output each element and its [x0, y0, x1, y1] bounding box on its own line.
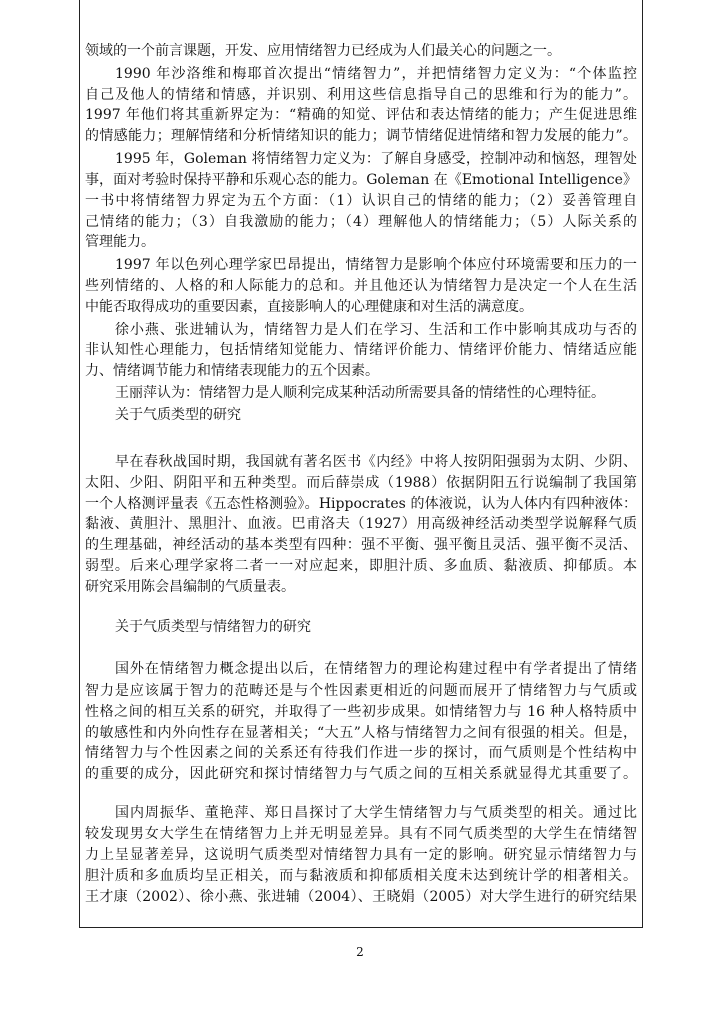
text-line: 1997 年以色列心理学家巴昂提出，情绪智力是影响个体应付环境需要和压力的一: [115, 257, 637, 274]
section-heading: 关于气质类型的研究: [115, 406, 241, 423]
text-line: 的情感能力；理解情绪和分析情绪知识的能力；调节情绪促进情绪和智力发展的能力”。: [85, 128, 637, 145]
text-line: 徐小燕、张进辅认为，情绪智力是人们在学习、生活和工作中影响其成功与否的: [115, 321, 637, 338]
text-line: 的生理基础，神经活动的基本类型有四种：强不平衡、强平衡且灵活、强平衡不灵活、: [85, 537, 637, 554]
text-line: 太阳、少阳、阴阳平和五种类型。而后薛崇成（1988）依据阴阳五行说编制了我国第: [85, 474, 637, 491]
text-line: 王才康（2002）、徐小燕、张进辅（2004）、王晓娟（2005）对大学生进行的研究结果: [85, 889, 637, 905]
text-line: 一个人格测评量表《五态性格测验》。Hippocrates 的体液说，认为人体内有四种液体：: [85, 495, 637, 512]
text-line: 智力是应该属于智力的范畴还是与个性因素更相近的问题而展开了情绪智力与气质或: [85, 682, 637, 699]
text-line: 国外在情绪智力概念提出以后，在情绪智力的理论构建过程中有学者提出了情绪: [115, 660, 637, 677]
section-heading: 关于气质类型与情绪智力的研究: [115, 619, 311, 636]
text-line: 1997 年他们将其重新界定为：“精确的知觉、评估和表达情绪的能力；产生促进思维: [85, 107, 637, 124]
text-line: 自己及他人的情绪和情感，并识别、利用这些信息指导自己的思维和行为的能力”。: [85, 86, 637, 103]
text-line: 力上呈显著差异，这说明气质类型对情绪智力具有一定的影响。研究显示情绪智力与: [85, 847, 637, 864]
page-number: 2: [356, 945, 364, 959]
text-line: 情绪智力与个性因素之间的关系还有待我们作进一步的探讨，而气质则是个性结构中: [85, 745, 637, 762]
text-line: 较发现男女大学生在情绪智力上并无明显差异。具有不同气质类型的大学生在情绪智: [85, 826, 637, 843]
text-line: 己情绪的能力；（3）自我激励的能力；（4）理解他人的情绪能力；（5）人际关系的: [85, 213, 637, 230]
text-line: 早在春秋战国时期，我国就有著名医书《内经》中将人按阴阳强弱为太阴、少阴、: [115, 453, 637, 470]
text-line: 的重要的成分，因此研究和探讨情绪智力与气质之间的互相关系就显得尤其重要了。: [85, 766, 637, 783]
text-line: 黏液、黄胆汁、黑胆汁、血液。巴甫洛夫（1927）用高级神经活动类型学说解释气质: [85, 516, 637, 533]
text-line: 性格之间的相互关系的研究，并取得了一些初步成果。如情绪智力与 16 种人格特质中: [85, 703, 637, 720]
text-line: 非认知性心理能力，包括情绪知觉能力、情绪评价能力、情绪评价能力、情绪适应能: [85, 342, 637, 359]
text-line: 些列情绪的、人格的和人际能力的总和。并且他还认为情绪智力是决定一个人在生活: [85, 278, 637, 294]
text-line: 国内周振华、董艳萍、郑日昌探讨了大学生情绪智力与气质类型的相关。通过比: [115, 805, 637, 822]
text-line: 弱型。后来心理学家将二者一一对应起来，即胆汁质、多血质、黏液质、抑郁质。本: [85, 558, 637, 575]
text-line: 一书中将情绪智力界定为五个方面：（1）认识自己的情绪的能力；（2）妥善管理自: [85, 192, 637, 209]
text-line: 中能否取得成功的重要因素，直接影响人的心理健康和对生活的满意度。: [85, 298, 533, 315]
text-line: 王丽萍认为：情绪智力是人顺利完成某种活动所需要具备的情绪性的心理特征。: [115, 385, 605, 402]
text-line: 1990 年沙洛维和梅耶首次提出“情绪智力”，并把情绪智力定义为：“个体监控: [115, 65, 637, 82]
text-line: 胆汁质和多血质均呈正相关，而与黏液质和抑郁质相关度未达到统计学的相著相关。: [85, 868, 637, 885]
text-line: 1995 年，Goleman 将情绪智力定义为：了解自身感受，控制冲动和恼怒，理智处: [115, 150, 637, 167]
text-line: 事，面对考验时保持平静和乐观心态的能力。Goleman 在《Emotional Intelligence》: [85, 171, 637, 188]
text-line: 管理能力。: [85, 234, 155, 251]
text-line: 的敏感性和内外向性存在显著相关；“大五”人格与情绪智力之间有很强的相关。但是，: [85, 724, 637, 741]
text-line: 领域的一个前言课题，开发、应用情绪智力已经成为人们最关心的问题之一。: [85, 43, 561, 59]
text-line: 研究采用陈会昌编制的气质量表。: [85, 579, 295, 596]
text-line: 力、情绪调节能力和情绪表现能力的五个因素。: [85, 363, 379, 380]
